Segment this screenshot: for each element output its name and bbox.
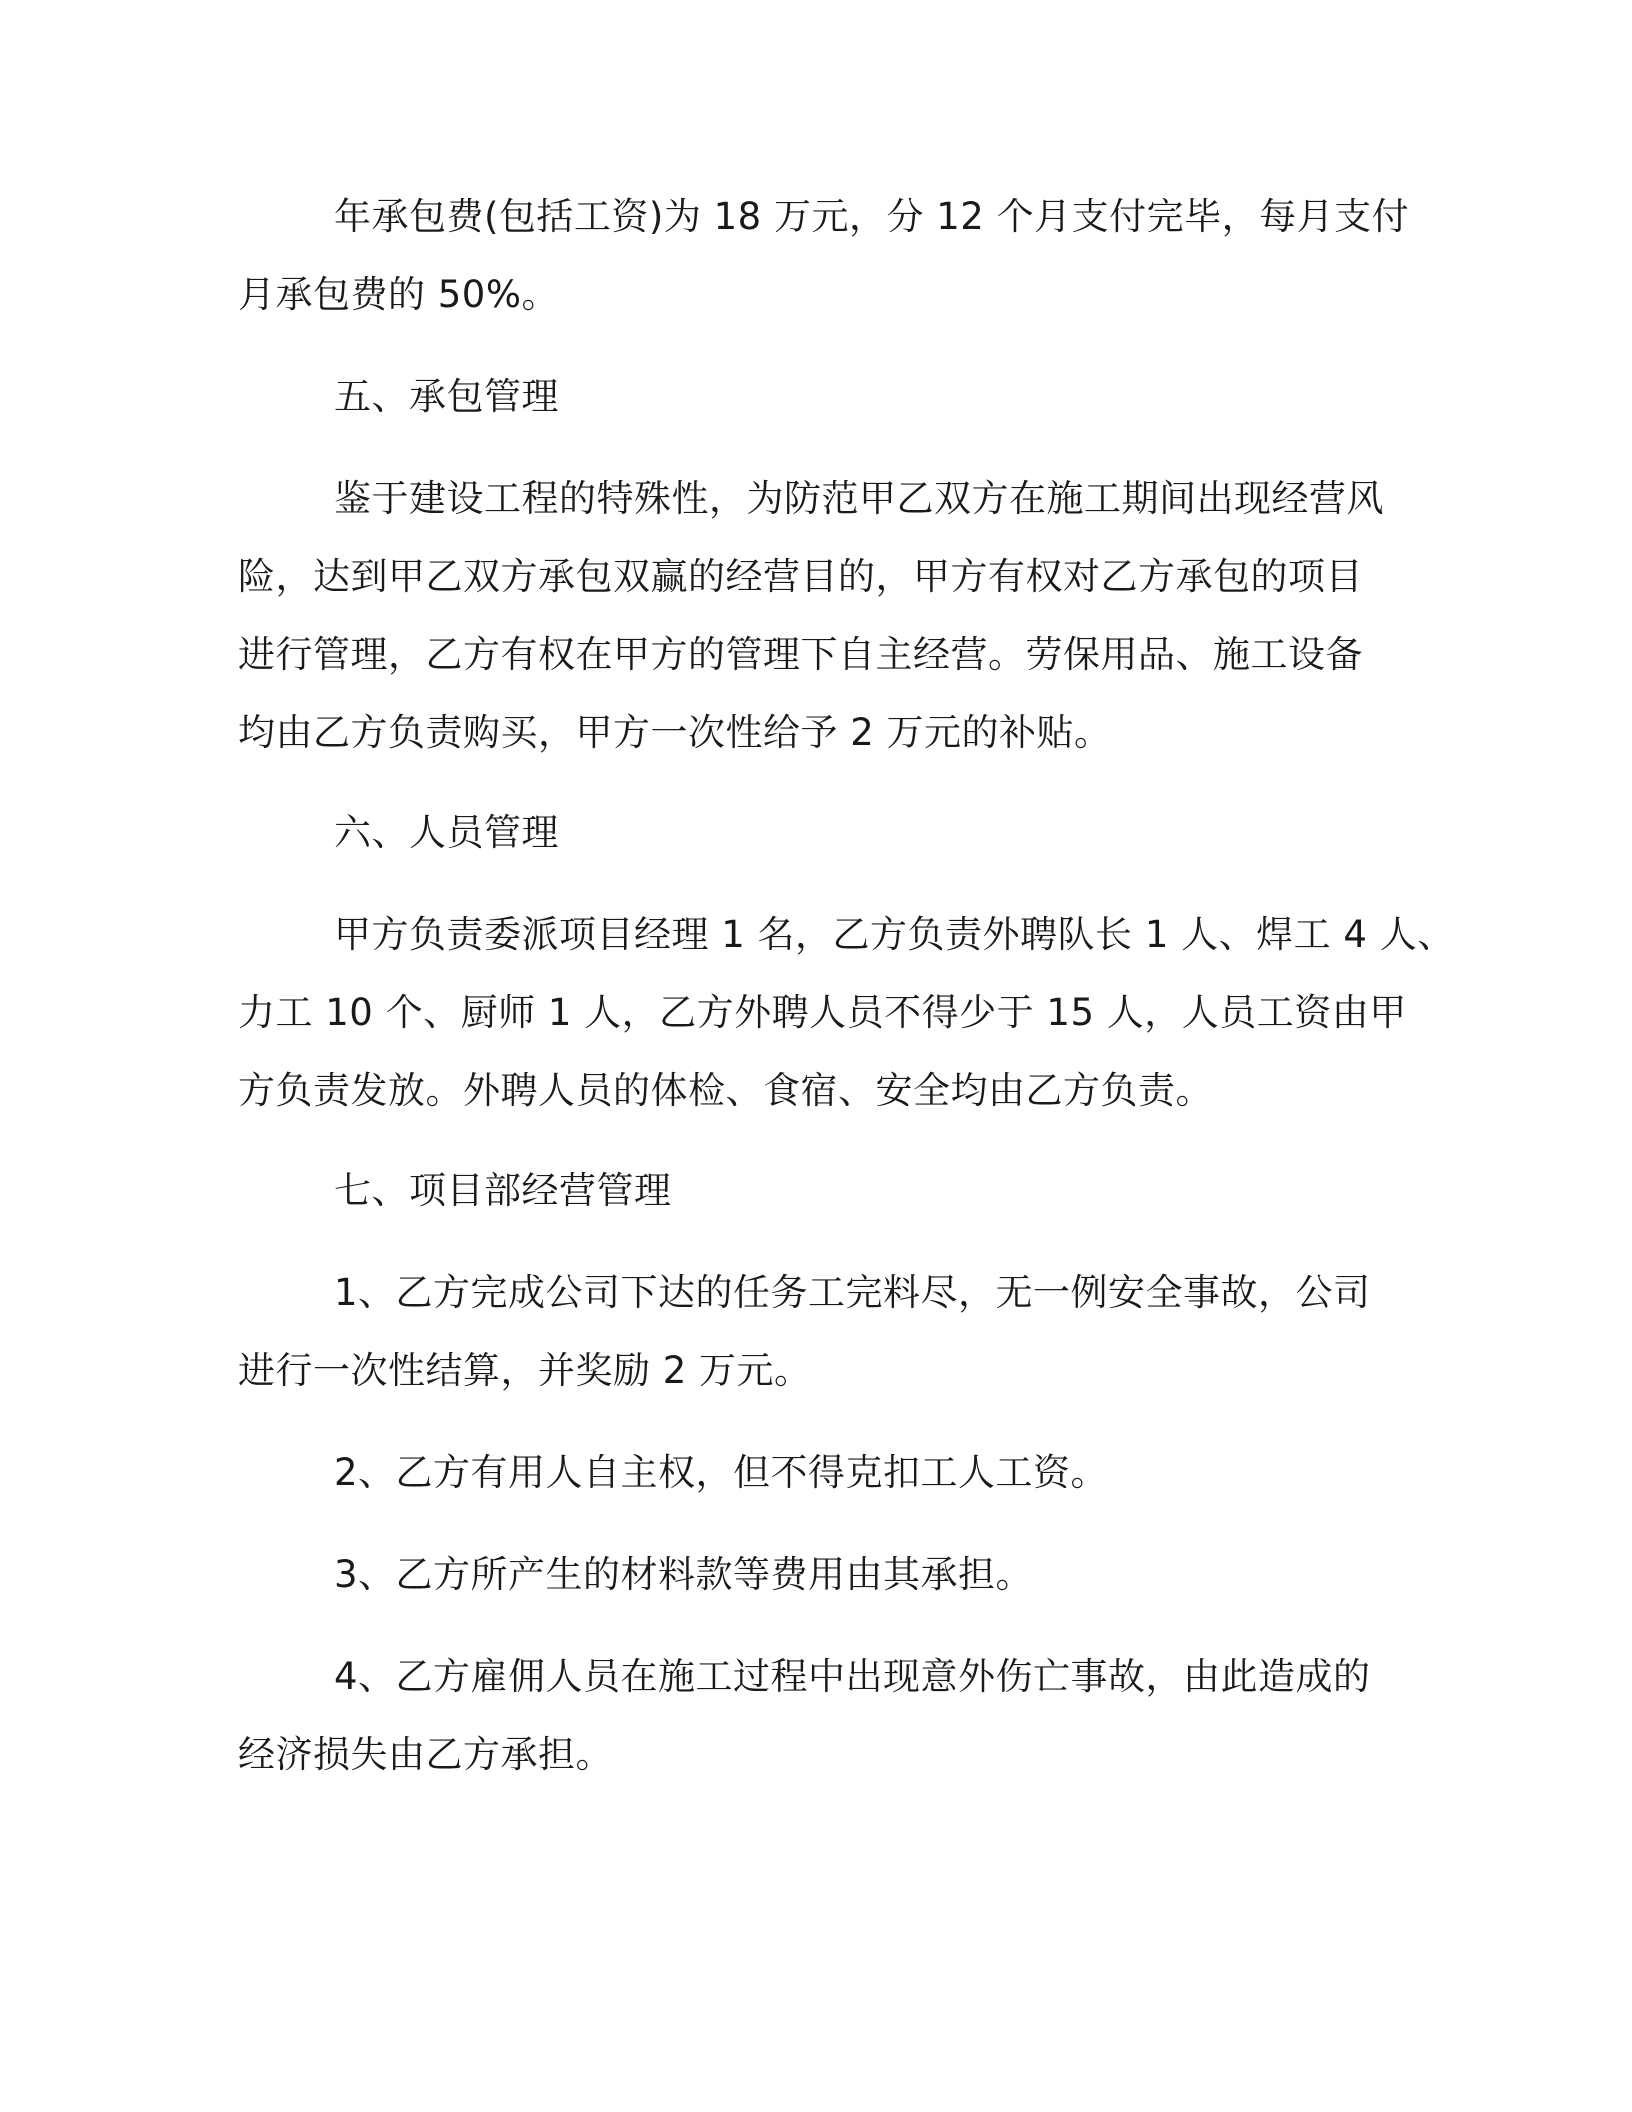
text-line: 甲方负责委派项目经理 1 名，乙方负责外聘队长 1 人、焊工 4 人、: [334, 913, 1455, 956]
section-heading-project-operations: 七、项目部经营管理: [334, 1169, 672, 1212]
text-line: 4、乙方雇佣人员在施工过程中出现意外伤亡事故，由此造成的: [334, 1655, 1371, 1698]
text-line: 方负责发放。外聘人员的体检、食宿、安全均由乙方负责。: [238, 1069, 1213, 1112]
text-line: 1、乙方完成公司下达的任务工完料尽，无一例安全事故，公司: [334, 1271, 1371, 1314]
section-heading-contract-management: 五、承包管理: [334, 375, 559, 418]
text-line: 鉴于建设工程的特殊性，为防范甲乙双方在施工期间出现经营风: [334, 477, 1384, 520]
text-line: 力工 10 个、厨师 1 人，乙方外聘人员不得少于 15 人，人员工资由甲: [238, 991, 1407, 1034]
text-line: 进行一次性结算，并奖励 2 万元。: [238, 1349, 812, 1392]
text-line: 险，达到甲乙双方承包双赢的经营目的，甲方有权对乙方承包的项目: [238, 555, 1363, 598]
text-line: 进行管理，乙方有权在甲方的管理下自主经营。劳保用品、施工设备: [238, 633, 1363, 676]
text-line: 月承包费的 50%。: [238, 273, 559, 316]
list-item: 2、乙方有用人自主权，但不得克扣工人工资。: [334, 1451, 1109, 1494]
section-heading-personnel-management: 六、人员管理: [334, 811, 559, 854]
list-item: 3、乙方所产生的材料款等费用由其承担。: [334, 1553, 1034, 1596]
text-line: 经济损失由乙方承担。: [238, 1733, 613, 1776]
text-line: 年承包费(包括工资)为 18 万元，分 12 个月支付完毕，每月支付: [334, 195, 1410, 238]
text-line: 均由乙方负责购买，甲方一次性给予 2 万元的补贴。: [238, 711, 1112, 754]
